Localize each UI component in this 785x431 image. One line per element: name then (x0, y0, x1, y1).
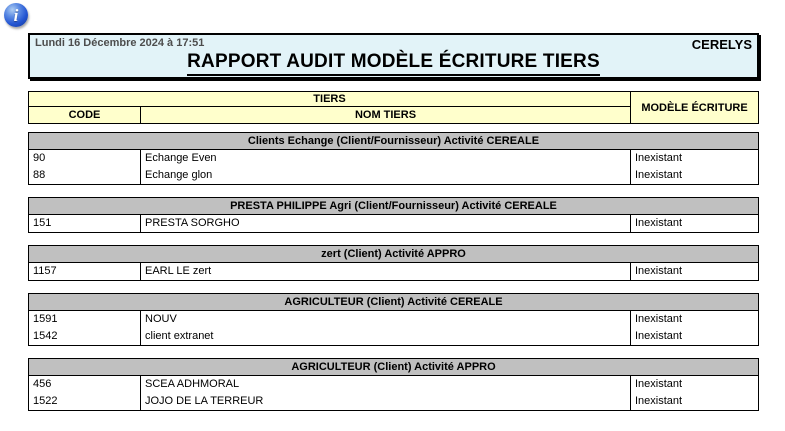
column-header-tiers: TIERS (29, 92, 630, 107)
cell-nom-tiers: EARL LE zert (141, 263, 631, 280)
cell-nom-tiers: Echange glon (141, 167, 631, 184)
group-body (28, 150, 759, 185)
table-row (29, 376, 758, 393)
column-header-code: CODE (29, 107, 141, 123)
group-section (28, 132, 759, 185)
cell-nom-tiers: Echange Even (141, 150, 631, 167)
table-row (29, 311, 758, 328)
cell-modele-ecriture: Inexistant (635, 265, 683, 277)
info-icon-glyph: i (13, 5, 19, 25)
table-row (29, 150, 758, 167)
table-row (29, 167, 758, 184)
report-title-text: RAPPORT AUDIT MODÈLE ÉCRITURE TIERS (187, 51, 600, 76)
groups (28, 132, 759, 411)
cell-modele-ecriture: Inexistant (635, 169, 683, 181)
table-header (28, 91, 759, 124)
table-row (29, 328, 758, 345)
table-header-tiers-group (29, 92, 631, 123)
cell-nom-tiers: JOJO DE LA TERREUR (141, 393, 631, 410)
cell-code: 1542 (29, 328, 141, 345)
cell-code: 456 (29, 376, 141, 393)
group-title: Clients Echange (Client/Fournisseur) Activité CEREALE (28, 132, 759, 150)
cell-modele-ecriture: Inexistant (635, 395, 683, 407)
group-section (28, 358, 759, 411)
table-row (29, 393, 758, 410)
cell-modele-ecriture: Inexistant (635, 330, 683, 342)
group-body (28, 376, 759, 411)
cell-code: 1157 (29, 263, 141, 280)
group-section (28, 293, 759, 346)
audit-report (28, 33, 759, 411)
cell-modele-ecriture: Inexistant (635, 152, 683, 164)
cell-modele-ecriture: Inexistant (635, 217, 683, 229)
group-title: PRESTA PHILIPPE Agri (Client/Fournisseur) Activité CEREALE (28, 197, 759, 215)
table-header-subrow (29, 107, 630, 123)
column-header-nom-tiers: NOM TIERS (354, 109, 417, 121)
cell-nom-tiers: client extranet (141, 328, 631, 345)
cell-code: 1591 (29, 311, 141, 328)
group-section (28, 245, 759, 281)
group-title: zert (Client) Activité APPRO (28, 245, 759, 263)
cell-nom-tiers: SCEA ADHMORAL (141, 376, 631, 393)
group-section (28, 197, 759, 233)
cell-nom-tiers: NOUV (141, 311, 631, 328)
company-name: CERELYS (691, 37, 752, 52)
report-header (28, 33, 759, 79)
table-row (29, 263, 758, 280)
table-row (29, 215, 758, 232)
group-body (28, 263, 759, 281)
info-icon[interactable] (4, 3, 28, 27)
column-header-modele-ecriture: MODÈLE ÉCRITURE (641, 101, 748, 114)
group-title: AGRICULTEUR (Client) Activité APPRO (28, 358, 759, 376)
cell-modele-ecriture: Inexistant (635, 378, 683, 390)
cell-modele-ecriture: Inexistant (635, 313, 683, 325)
report-title (30, 51, 757, 76)
group-title: AGRICULTEUR (Client) Activité CEREALE (28, 293, 759, 311)
cell-code: 90 (29, 150, 141, 167)
cell-code: 88 (29, 167, 141, 184)
cell-code: 151 (29, 215, 141, 232)
report-datetime: Lundi 16 Décembre 2024 à 17:51 (35, 37, 205, 49)
group-body (28, 215, 759, 233)
group-body (28, 311, 759, 346)
cell-code: 1522 (29, 393, 141, 410)
cell-nom-tiers: PRESTA SORGHO (141, 215, 631, 232)
